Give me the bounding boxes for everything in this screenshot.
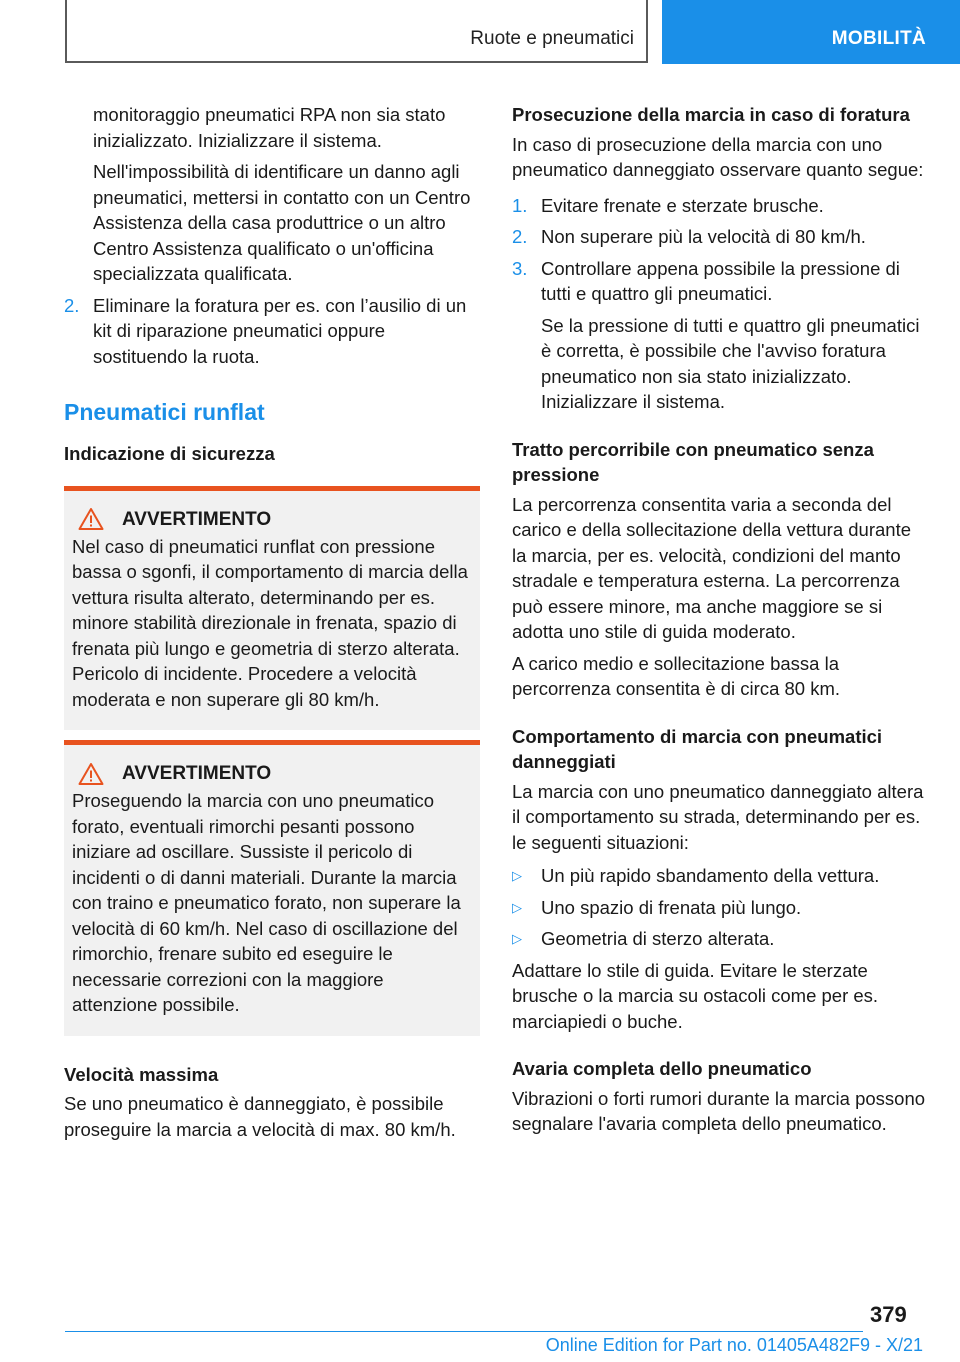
bullet-text: Uno spazio di frenata più lungo. xyxy=(541,896,802,918)
list-item xyxy=(512,926,926,952)
warning-header xyxy=(78,761,472,786)
continue-driving-text: In caso di prosecuzione della marcia con uno pneumatico danneggiato osservare quanto segue: xyxy=(512,133,924,180)
max-speed-heading: Velocità massima xyxy=(64,1063,219,1085)
step-text: Controllare appena possibile la pressione di tutti e quattro gli pneumatici. xyxy=(541,257,900,304)
distance-text-1: La percorrenza consentita varia a seconda del carico e della sollecitazione della vettura durante la marcia, per es. velocità, condizioni del manto stradale e temperatura esterna. La percorrenza può essere minore, ma anche maggiore se si adotta uno stile di guida moderato. xyxy=(512,493,912,642)
bullet-text: Un più rapido sbandamento della vettura. xyxy=(541,865,880,886)
header-section-title: Ruote e pneumatici xyxy=(470,28,634,49)
distance-heading: Tratto percorribile con pneumatico senza pressione xyxy=(512,438,874,485)
step-text: Eliminare la foratura per es. con l’ausilio di un kit di riparazione pneumatici oppure sostituendo la ruota. xyxy=(93,294,467,367)
warning-text: Proseguendo la marcia con uno pneumatico forato, eventuali rimorchi pesanti possono iniziare ad oscillare. Sussiste il pericolo di incidenti o di danni materiali. Durante la marcia con traino e pneumatico forato, non superare la velocità di 60 km/h. Nel caso di oscillazione del rimorchio, frenare subito ed eseguire le necessarie correzioni con la maggiore attenzione possibile. xyxy=(72,790,461,1015)
continued-paragraph-1: monitoraggio pneumatici RPA non sia stato inizializzato. Inizializzare il sistema. xyxy=(93,104,446,151)
behavior-advice: Adattare lo stile di guida. Evitare le sterzate brusche o la marcia su ostacoli come per es. marciapiedi o buche. xyxy=(512,959,879,1032)
step-number: 3. xyxy=(512,257,528,279)
header-section-box xyxy=(65,0,648,63)
warning-header xyxy=(78,507,472,532)
warning-triangle-icon xyxy=(78,507,104,531)
continue-driving-heading: Prosecuzione della marcia in caso di foratura xyxy=(512,104,910,125)
step-text: Evitare frenate e sterzate brusche. xyxy=(541,194,824,216)
warning-triangle-icon xyxy=(78,762,104,786)
bullet-triangle-icon: ▷ xyxy=(512,931,522,946)
failure-text: Vibrazioni o forti rumori durante la marcia possono segnalare l'avaria completa dello pneumatico. xyxy=(512,1087,926,1134)
list-item xyxy=(512,193,926,219)
list-item xyxy=(512,256,926,307)
warning-title: AVVERTIMENTO xyxy=(122,763,272,784)
distance-text-2: A carico medio e sollecitazione bassa la percorrenza consentita è di circa 80 km. xyxy=(512,652,841,699)
right-column xyxy=(512,102,926,1137)
warning-text: Nel caso di pneumatici runflat con pressione bassa o sgonfi, il comportamento di marcia della vettura risulta alterato, determinando per es. minore stabilità direzionale in frenata, spazio di frenata più lungo e geometria di sterzo alterata. Pericolo di incidente. Procedere a velocità moderata e non superare gli 80 km/h. xyxy=(72,535,468,710)
header-chapter-label: MOBILITÀ xyxy=(831,28,926,49)
step-number: 1. xyxy=(512,194,528,216)
bullet-triangle-icon: ▷ xyxy=(512,899,522,915)
warning-box-2 xyxy=(64,740,480,1036)
left-column xyxy=(64,102,480,1142)
warning-box-1 xyxy=(64,486,480,731)
behavior-heading: Comportamento di marcia con pneumatici danneggiati xyxy=(512,725,883,772)
footer-edition: Online Edition for Part no. 01405A482F9 - X/21 xyxy=(545,1335,923,1355)
footer-divider xyxy=(65,1331,863,1332)
failure-heading: Avaria completa dello pneumatico xyxy=(512,1058,812,1079)
list-item xyxy=(512,863,926,889)
continued-paragraph-2: Nell'impossibilità di identificare un danno agli pneumatici, mettersi in contatto con un Centro Assistenza della casa produttrice o un altro Centro Assistenza qualificato o un'officina specializzata qualificata. xyxy=(93,161,471,284)
list-item xyxy=(512,895,926,921)
step-number: 2. xyxy=(512,226,528,247)
step-number: 2. xyxy=(64,294,80,316)
header-chapter-tab xyxy=(662,0,960,64)
step-text: Non superare più la velocità di 80 km/h. xyxy=(541,226,866,247)
max-speed-text: Se uno pneumatico è danneggiato, è possibile proseguire la marcia a velocità di max. 80 km/h. xyxy=(64,1093,456,1140)
behavior-text: La marcia con uno pneumatico danneggiato altera il comportamento su strada, determinando per es. le seguenti situazioni: xyxy=(512,780,924,853)
section-heading-runflat: Pneumatici runflat xyxy=(64,399,265,425)
list-item xyxy=(64,293,480,370)
bullet-text: Geometria di sterzo alterata. xyxy=(541,928,775,949)
step-note: Se la pressione di tutti e quattro gli pneumatici è corretta, è possibile che l'avviso foratura pneumatico non sia stato inizializzato. Inizializzare il sistema. xyxy=(541,314,920,412)
page-number: 379 xyxy=(870,1302,907,1327)
bullet-triangle-icon: ▷ xyxy=(512,868,522,883)
list-item xyxy=(512,224,926,250)
safety-heading: Indicazione di sicurezza xyxy=(64,443,275,464)
warning-title: AVVERTIMENTO xyxy=(122,508,272,530)
